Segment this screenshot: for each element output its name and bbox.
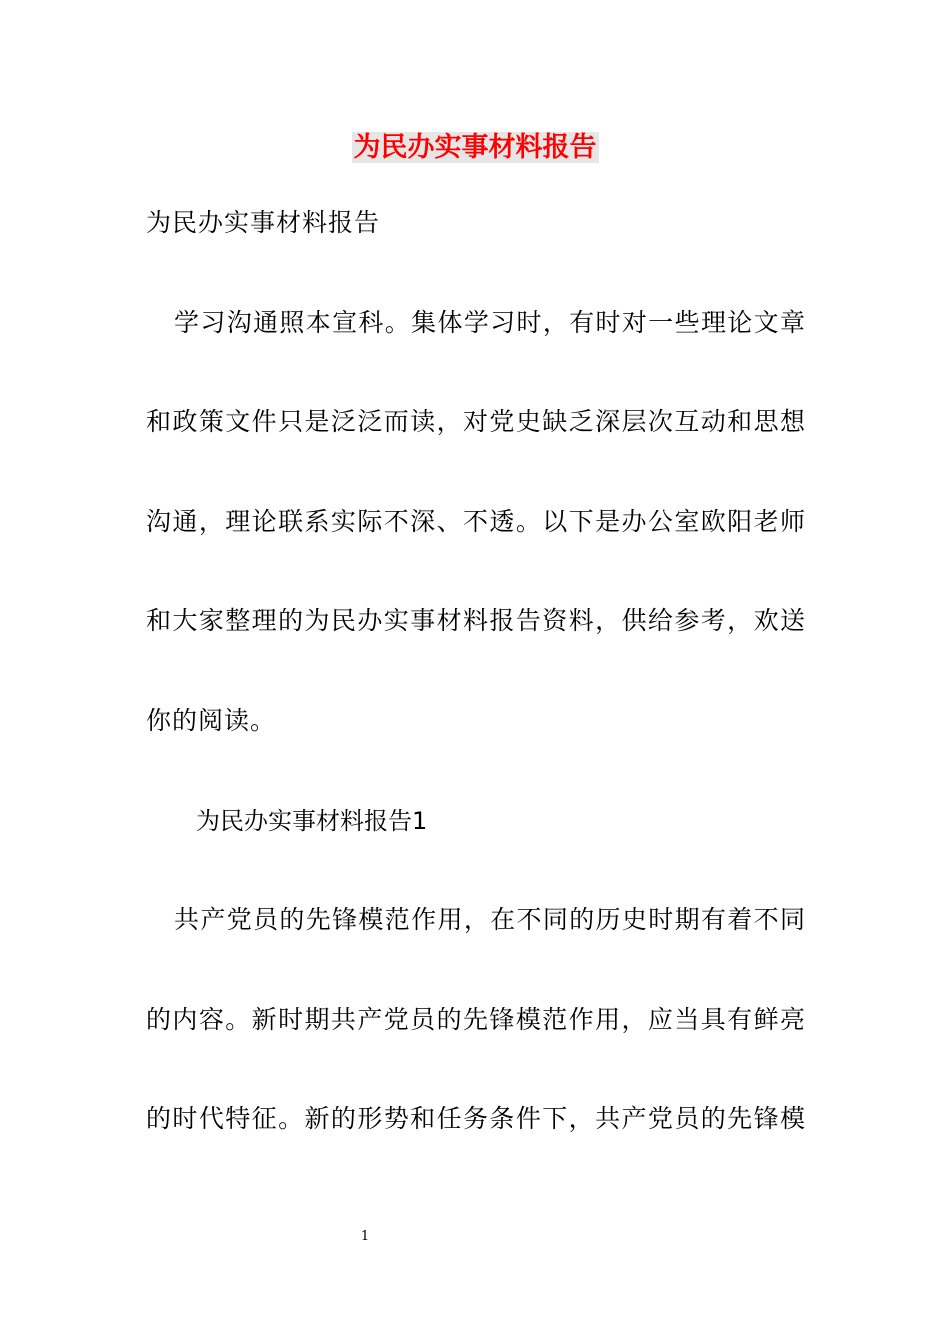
paragraph-line: 学习沟通照本宣科。集体学习时，有时对一些理论文章 [174, 308, 806, 337]
paragraph-line: 共产党员的先锋模范作用，在不同的历史时期有着不同 [174, 905, 806, 934]
paragraph-line: 你的阅读。 [146, 706, 277, 735]
paragraph-line: 的时代特征。新的形势和任务条件下，共产党员的先锋模 [146, 1104, 806, 1133]
document-title [0, 128, 950, 168]
section-subtitle: 为民办实事材料报告1 [196, 807, 428, 835]
document-title-text: 为民办实事材料报告 [353, 132, 597, 163]
paragraph-line: 和政策文件只是泛泛而读，对党史缺乏深层次互动和思想 [146, 407, 806, 436]
page-number: 1 [360, 1229, 370, 1244]
paragraph-line: 沟通，理论联系实际不深、不透。以下是办公室欧阳老师 [146, 507, 806, 536]
paragraph-line: 的内容。新时期共产党员的先锋模范作用，应当具有鲜亮 [146, 1005, 806, 1034]
paragraph-line: 和大家整理的为民办实事材料报告资料，供给参考，欢送 [146, 606, 806, 635]
document-heading-line: 为民办实事材料报告 [146, 208, 381, 237]
